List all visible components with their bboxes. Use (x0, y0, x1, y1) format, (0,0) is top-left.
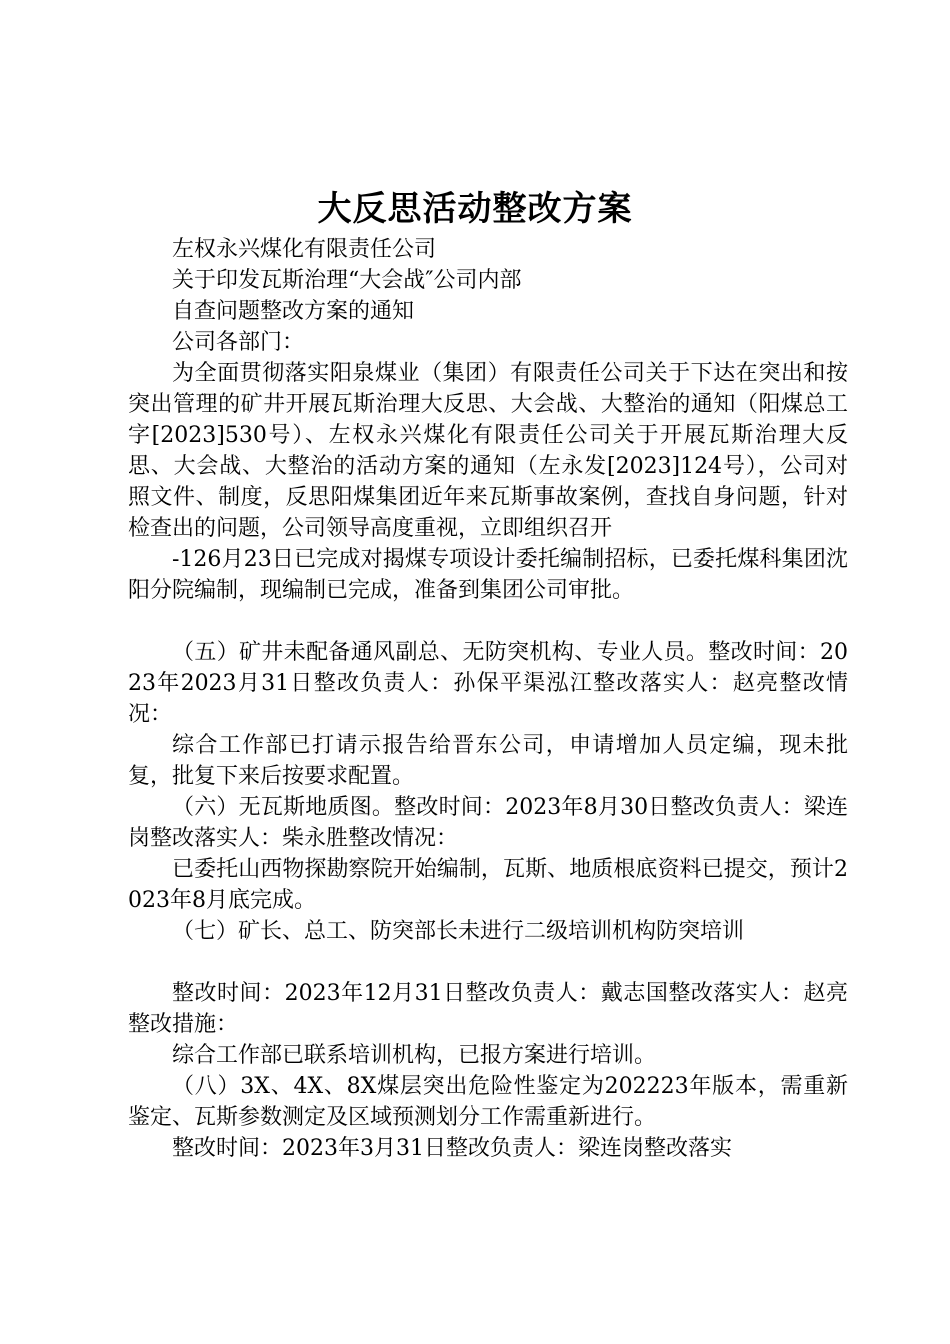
item-6-heading: （六）无瓦斯地质图。整改时间：2023年8月30日整改负责人：梁连岗整改落实人：柴永胜整改情况： (128, 795, 848, 851)
notice-title-line-1: 关于印发瓦斯治理“大会战″公司内部 (172, 268, 522, 293)
salutation: 公司各部门： (172, 330, 305, 355)
item-7-heading: （七）矿长、总工、防突部长未进行二级培训机构防突培训 (172, 919, 745, 944)
document-title: 大反思活动整改方案 (317, 189, 633, 229)
paragraph-design-entrust: -126月23日已完成对揭煤专项设计委托编制招标，已委托煤科集团沈阳分院编制，现编制已完成，准备到集团公司审批。 (128, 547, 848, 603)
item-5-status: 综合工作部已打请示报告给晋东公司，申请增加人员定编，现未批复，批复下来后按要求配置。 (128, 733, 848, 789)
company-name-line: 左权永兴煤化有限责任公司 (172, 237, 437, 262)
item-8-schedule: 整改时间：2023年3月31日整改负责人：梁连岗整改落实 (172, 1136, 732, 1161)
item-5-heading: （五）矿井未配备通风副总、无防突机构、专业人员。整改时间：2023年2023月31日整改负责人：孙保平渠泓江整改落实人：赵亮整改情况： (128, 640, 848, 727)
item-8-heading: （八）3X、4X、8X煤层突出危险性鉴定为202223年版本，需重新鉴定、瓦斯参数测定及区域预测划分工作需重新进行。 (128, 1074, 848, 1130)
document-body (128, 234, 848, 1164)
notice-title-line-2: 自查问题整改方案的通知 (172, 299, 415, 324)
item-7-schedule: 整改时间：2023年12月31日整改负责人：戴志国整改落实人：赵亮整改措施： (128, 981, 848, 1037)
item-6-status: 已委托山西物探勘察院开始编制，瓦斯、地质根底资料已提交，预计2023年8月底完成。 (128, 857, 848, 913)
item-7-measures: 综合工作部已联系培训机构，已报方案进行培训。 (172, 1043, 657, 1068)
intro-paragraph: 为全面贯彻落实阳泉煤业（集团）有限责任公司关于下达在突出和按突出管理的矿井开展瓦斯治理大反思、大会战、大整治的通知（阳煤总工字[2023]530号）、左权永兴煤化有限责任公司关于开展瓦斯治理大反思、大会战、大整治的活动方案的通知（左永发[2023]124号），公司对照文件、制度，反思阳煤集团近年来瓦斯事故案例，查找自身问题，针对检查出的问题，公司领导高度重视，立即组织召开 (128, 361, 848, 541)
